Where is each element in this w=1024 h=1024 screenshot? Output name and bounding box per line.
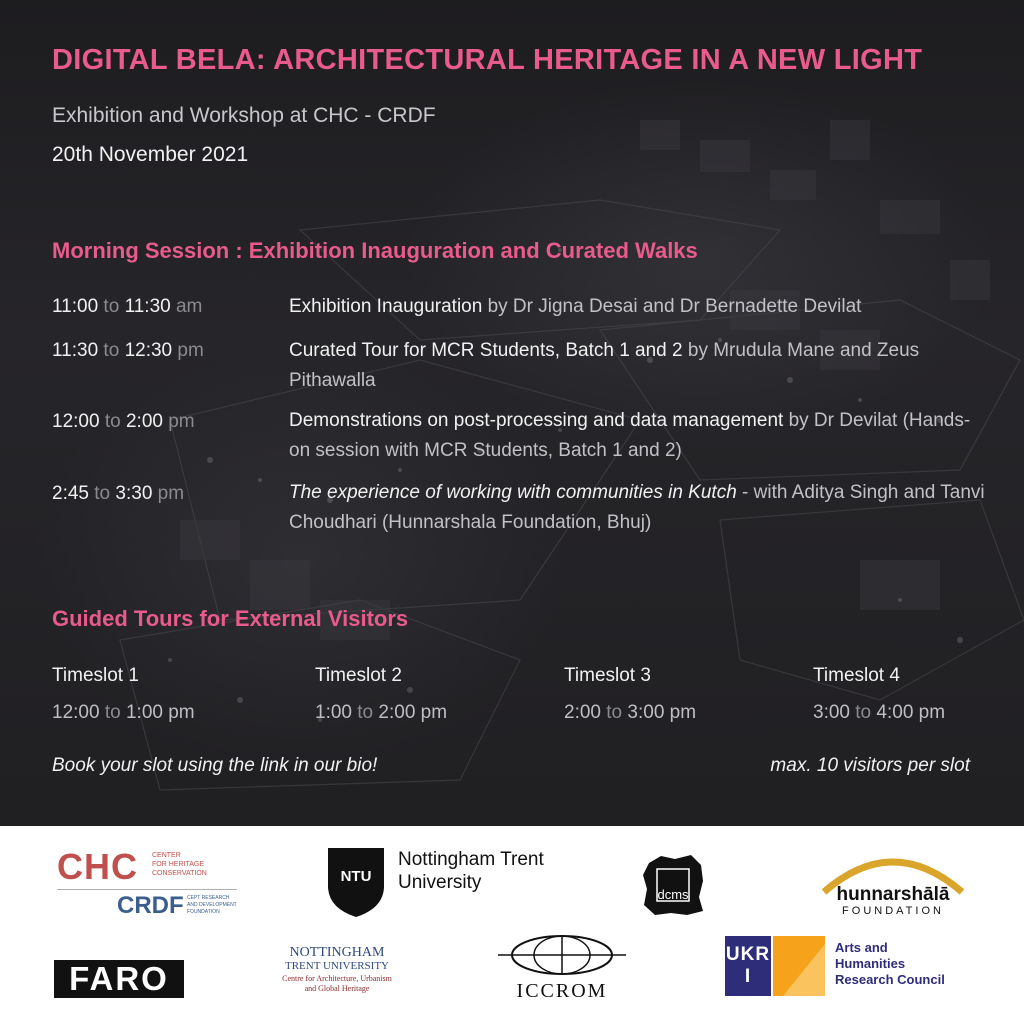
slot-to: to (357, 702, 374, 723)
slot-end: 4:00 pm (876, 702, 946, 723)
faro-text: FARO (69, 960, 169, 997)
timeslot-time (315, 702, 447, 724)
session-description (289, 292, 989, 322)
ntu-shield-text: NTU (340, 868, 372, 885)
iccrom-logo (496, 934, 628, 1006)
iccrom-text: ICCROM (516, 980, 608, 1002)
chc-line: CENTER (152, 852, 181, 859)
slot-to: to (104, 702, 121, 723)
ukri-mark: UKRI (725, 944, 771, 987)
session-title: Demonstrations on post-processing and data management (289, 410, 784, 431)
timeslot-label: Timeslot 1 (52, 665, 139, 686)
slot-end: 3:00 pm (627, 702, 697, 723)
time-period: pm (177, 340, 204, 361)
session-presenters: by Dr Jigna Desai and Dr Bernadette Devilat (482, 296, 862, 317)
time-period: am (175, 296, 203, 317)
session-title: The experience of working with communities in Kutch (289, 482, 737, 503)
timeslot-time (564, 702, 696, 724)
booking-note: Book your slot using the link in our bio! (52, 755, 378, 776)
ntu-centre-logo (272, 946, 402, 1008)
timeslot-time (52, 702, 195, 724)
chc-abbr: CHC (57, 846, 138, 887)
crdf-line: FOUNDATION (187, 909, 220, 915)
time-end: 11:30 (124, 296, 171, 317)
time-start: 12:00 (52, 411, 100, 432)
time-end: 12:30 (124, 340, 173, 361)
time-to: to (94, 483, 111, 504)
session-description (289, 478, 989, 538)
slot-end: 1:00 pm (125, 702, 195, 723)
timeslot-time (813, 702, 945, 724)
timeslot-label: Timeslot 3 (564, 665, 651, 686)
hunnarshala-name: hunnarshālā (836, 884, 950, 905)
ntu-name-line: Nottingham Trent (398, 849, 544, 870)
logo-divider (57, 889, 237, 890)
time-period: pm (168, 411, 195, 432)
ahrc-line: Humanities (835, 956, 906, 971)
chc-line: FOR HERITAGE (152, 861, 204, 868)
session-presenters: by Dr Devilat (Hands-on session with MCR Students, Batch 1 and 2) (289, 410, 971, 461)
time-to: to (104, 411, 121, 432)
ukri-ahrc-logo (725, 936, 965, 998)
hunnarshala-logo (818, 846, 968, 922)
crdf-fullname (187, 895, 237, 916)
session-time (52, 340, 204, 362)
ntu-centre-line: and Global Heritage (304, 984, 370, 993)
event-date: 20th November 2021 (52, 143, 249, 166)
session-title: Exhibition Inauguration (289, 296, 483, 317)
ntu-logo (326, 846, 586, 920)
session-time (52, 296, 202, 318)
time-to: to (103, 296, 120, 317)
hunnarshala-sub: FOUNDATION (842, 905, 944, 917)
ntu-centre-line: Centre for Architecture, Urbanism (282, 974, 392, 983)
time-period: pm (157, 483, 185, 504)
chc-crdf-logo (57, 846, 242, 926)
dcms-text: dcms (657, 887, 689, 902)
session-presenters: by Mrudula Mane and Zeus Pithawalla (289, 340, 920, 391)
slot-to: to (855, 702, 872, 723)
crdf-abbr: CRDF (117, 892, 184, 919)
session-time (52, 411, 195, 433)
slot-to: to (606, 702, 623, 723)
timeslot-label: Timeslot 4 (813, 665, 900, 686)
globe-icon (496, 934, 628, 976)
morning-session-heading: Morning Session : Exhibition Inauguration and Curated Walks (52, 238, 698, 263)
slot-start: 1:00 (315, 702, 352, 723)
session-time (52, 483, 184, 505)
slot-start: 12:00 (52, 702, 100, 723)
crdf-line: AND DEVELOPMENT (187, 902, 237, 908)
session-description (289, 336, 989, 396)
chc-fullname (152, 851, 207, 878)
ntu-centre-line: NOTTINGHAM (289, 945, 385, 960)
crdf-line: CEPT RESEARCH (187, 895, 230, 901)
dcms-logo (641, 853, 705, 917)
slot-start: 2:00 (564, 702, 601, 723)
sponsor-logo-strip (0, 826, 1024, 1024)
ntu-name (398, 848, 544, 894)
ntu-centre-line: TRENT UNIVERSITY (285, 960, 389, 972)
event-subtitle: Exhibition and Workshop at CHC - CRDF (52, 104, 436, 127)
session-presenters: - with Aditya Singh and Tanvi Choudhari (Hunnarshala Foundation, Bhuj) (289, 482, 985, 533)
time-end: 2:00 (125, 411, 163, 432)
capacity-note: max. 10 visitors per slot (770, 755, 970, 776)
time-start: 2:45 (52, 483, 89, 504)
guided-tours-heading: Guided Tours for External Visitors (52, 606, 409, 631)
slot-start: 3:00 (813, 702, 850, 723)
time-end: 3:30 (115, 483, 153, 504)
poster-title: DIGITAL BELA: ARCHITECTURAL HERITAGE IN A NEW LIGHT (52, 44, 923, 76)
chc-line: CONSERVATION (152, 870, 207, 877)
ahrc-mark-icon (773, 936, 825, 996)
dcms-splat-icon (641, 853, 705, 917)
ahrc-line: Arts and (835, 940, 888, 955)
session-title: Curated Tour for MCR Students, Batch 1 and 2 (289, 340, 683, 361)
slot-end: 2:00 pm (378, 702, 448, 723)
ntu-name-line: University (398, 872, 482, 893)
faro-logo (54, 960, 184, 998)
ahrc-line: Research Council (835, 972, 945, 987)
time-to: to (103, 340, 120, 361)
session-description (289, 406, 989, 466)
timeslot-label: Timeslot 2 (315, 665, 402, 686)
time-start: 11:30 (52, 340, 99, 361)
ahrc-name (835, 940, 945, 988)
time-start: 11:00 (52, 296, 99, 317)
